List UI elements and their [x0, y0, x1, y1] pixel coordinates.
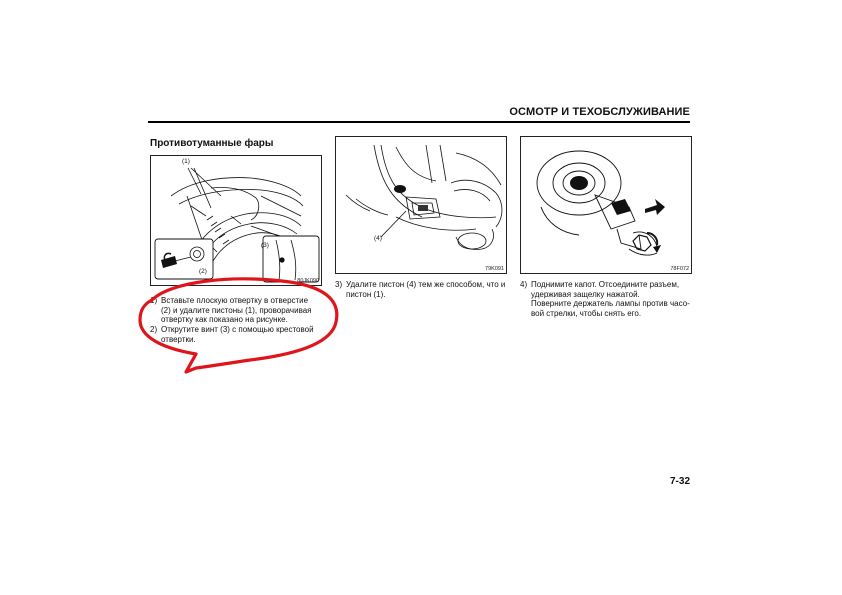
- figure-1-fog-lamp-bumper: [150, 155, 322, 286]
- step-4-line-3: Поверните держатель лампы против часо-: [531, 299, 690, 309]
- figure-1-code: 80JK090: [297, 278, 319, 284]
- page-number: 7-32: [669, 476, 690, 487]
- figure-3-illustration: [521, 137, 692, 274]
- step-4-line-2: удерживая защелку нажатой.: [531, 289, 640, 299]
- figure-1-callout-3: (3): [261, 242, 269, 249]
- step-4-number: 4): [520, 280, 528, 289]
- step-1: [150, 296, 336, 325]
- step-3-text: [346, 280, 510, 299]
- figure-2-callout-4: (4): [374, 235, 382, 242]
- figure-3-code: 78F072: [670, 266, 689, 272]
- step-4: [520, 280, 692, 318]
- step-1-line-1: Вставьте плоскую отвертку в отверстие: [161, 296, 309, 305]
- step-1-number: 1): [150, 296, 158, 305]
- step-1-line-2: (2) и удалите пистоны (1), проворачивая: [161, 305, 312, 315]
- step-4-line-4: вой стрелки, чтобы снять его.: [531, 308, 642, 318]
- figure-1-callout-2: (2): [199, 268, 207, 275]
- step-2-number: 2): [150, 325, 158, 334]
- step-4-text: [531, 280, 692, 318]
- step-3: [335, 280, 510, 299]
- figure-1-illustration: [151, 156, 322, 286]
- step-3-number: 3): [335, 280, 343, 289]
- step-2-line-2: отвертки.: [161, 334, 196, 344]
- figure-1-callout-1: (1): [182, 158, 190, 165]
- figure-2-code: 79K091: [485, 266, 504, 272]
- step-2-text: [161, 325, 336, 344]
- figure-3-bulb-holder: [520, 136, 692, 274]
- step-2-line-1: Открутите винт (3) с помощью крестовой: [161, 325, 314, 334]
- page-header-title: ОСМОТР И ТЕХОБСЛУЖИВАНИЕ: [509, 106, 690, 118]
- figure-2-pushpin-underside: [335, 136, 507, 274]
- step-4-line-1: Поднимите капот. Отсоедините разъем,: [531, 280, 680, 289]
- figure-2-illustration: [336, 137, 507, 274]
- section-title: Противотуманные фары: [150, 138, 274, 149]
- step-3-line-1: Удалите пистон (4) тем же способом, что и: [346, 280, 506, 289]
- step-1-line-3: отвертку как показано на рисунке.: [161, 315, 288, 325]
- step-3-line-2: пистон (1).: [346, 289, 386, 299]
- step-1-text: [161, 296, 336, 325]
- step-2: [150, 325, 336, 344]
- header-rule: [148, 121, 690, 123]
